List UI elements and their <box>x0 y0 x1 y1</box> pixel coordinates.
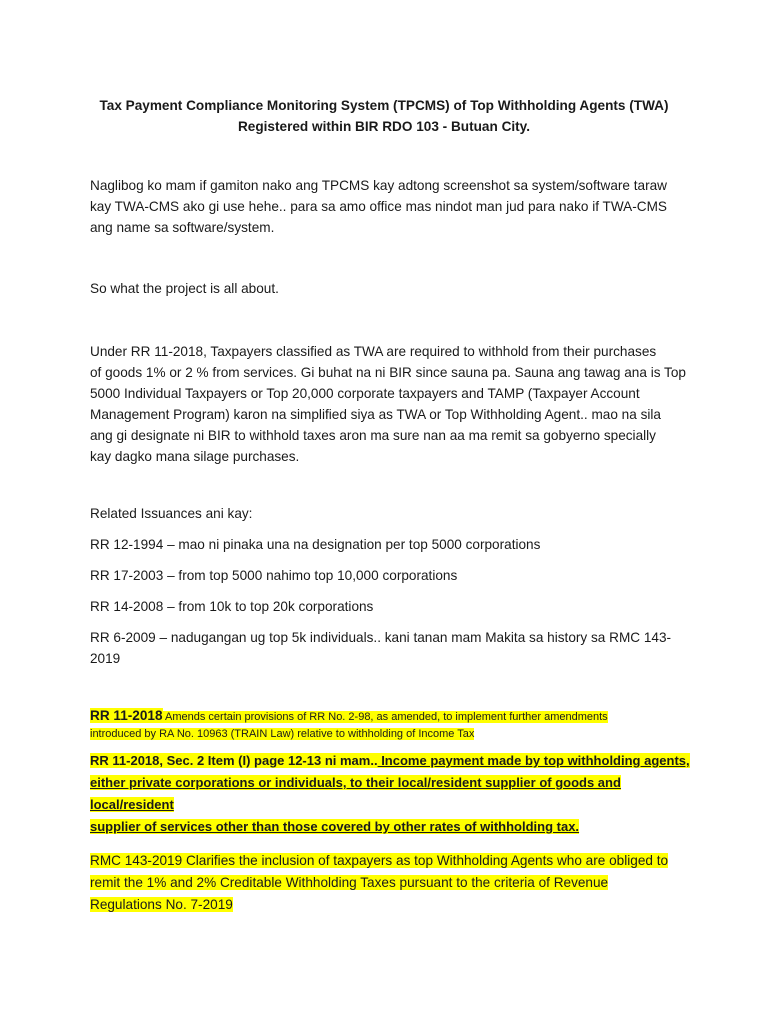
highlight-rr-11-2018 <box>90 708 690 742</box>
text-line: of goods 1% or 2 % from services. Gi buhat na ni BIR since sauna pa. Sauna ang tawag ana is Top <box>90 365 686 380</box>
highlight-text: Regulations No. 7-2019 <box>90 897 233 912</box>
text-line: ang name sa software/system. <box>90 220 275 235</box>
highlight-bold-ref: RR 11-2018 <box>90 708 163 723</box>
text-line: ang gi designate ni BIR to withhold taxes aron ma sure nan aa ma remit sa gobyerno specially <box>90 428 656 443</box>
title-line-2: Registered within BIR RDO 103 - Butuan City. <box>237 119 531 134</box>
issuance-item <box>90 596 690 617</box>
highlight-text: Amends certain provisions of RR No. 2-98, as amended, to implement further amendments <box>162 711 608 723</box>
highlight-text: RMC 143-2019 Clarifies the inclusion of taxpayers as top Withholding Agents who are obliged to <box>90 853 669 868</box>
text-line: Management Program) karon na simplified siya as TWA or Top Withholding Agent.. mao na sila <box>90 407 661 422</box>
text-line: RR 17-2003 – from top 5000 nahimo top 10,000 corporations <box>90 568 458 583</box>
highlight-text: remit the 1% and 2% Creditable Withholding Taxes pursuant to the criteria of Revenue <box>90 875 609 890</box>
text-line: RR 14-2008 – from 10k to top 20k corporations <box>90 599 374 614</box>
highlight-text: introduced by RA No. 10963 (TRAIN Law) relative to withholding of Income Tax <box>90 728 475 740</box>
highlight-underlined-text: supplier of services other than those covered by other rates of withholding tax. <box>90 819 580 834</box>
text-line: kay dagko mana silage purchases. <box>90 449 300 464</box>
highlight-bold-ref: RR 11-2018, Sec. 2 Item (I) page 12-13 ni mam.. <box>90 753 378 768</box>
text-line: So what the project is all about. <box>90 281 279 296</box>
highlight-sec2 <box>90 750 690 838</box>
text-line: Naglibog ko mam if gamiton nako ang TPCMS kay adtong screenshot sa system/software taraw <box>90 178 667 193</box>
issuance-item <box>90 534 690 555</box>
text-line: RR 12-1994 – mao ni pinaka una na designation per top 5000 corporations <box>90 537 541 552</box>
related-heading <box>90 503 690 524</box>
text-line: Related Issuances ani kay: <box>90 506 253 521</box>
highlight-rmc-143-2019 <box>90 850 690 916</box>
text-line: RR 6-2009 – nadugangan ug top 5k individuals.. kani tanan mam Makita sa history sa RMC 143- <box>90 630 672 645</box>
highlight-underlined-text: Income payment made by top withholding agents, <box>377 753 690 768</box>
project-paragraph <box>90 341 690 467</box>
issuance-item <box>90 565 690 586</box>
text-line: Under RR 11-2018, Taxpayers classified as TWA are required to withhold from their purchases <box>90 344 657 359</box>
intro-paragraph <box>90 175 690 238</box>
highlight-underlined-text: either private corporations or individuals, to their local/resident supplier of goods and local/resident <box>90 775 621 812</box>
title-line-1: Tax Payment Compliance Monitoring System (TPCMS) of Top Withholding Agents (TWA) <box>99 98 669 113</box>
document-title <box>90 95 678 137</box>
text-line: 2019 <box>90 651 121 666</box>
issuance-item <box>90 627 690 669</box>
text-line: 5000 Individual Taxpayers or Top 20,000 corporate taxpayers and TAMP (Taxpayer Account <box>90 386 640 401</box>
text-line: kay TWA-CMS ako gi use hehe.. para sa amo office mas nindot man jud para nako if TWA-CMS <box>90 199 667 214</box>
project-question <box>90 278 690 299</box>
